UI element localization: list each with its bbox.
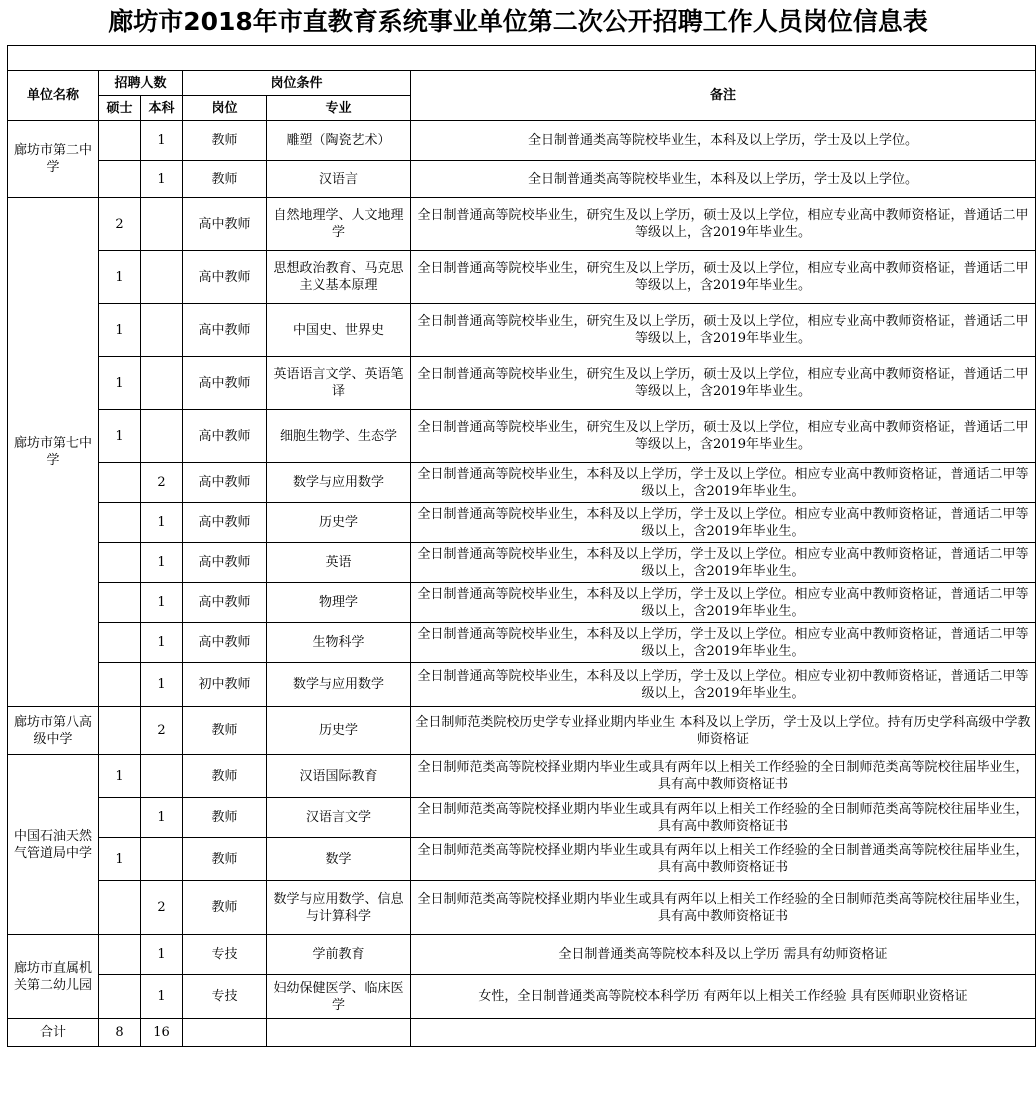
spacer-cell [8, 46, 1036, 71]
remarks-cell: 女性，全日制普通类高等院校本科学历 有两年以上相关工作经验 具有医师职业资格证 [411, 975, 1036, 1019]
bachelor-count-cell: 1 [141, 543, 183, 583]
post-cell: 教师 [183, 707, 267, 755]
remarks-cell: 全日制普通类高等院校毕业生，本科及以上学历，学士及以上学位。 [411, 161, 1036, 198]
master-count-cell: 1 [99, 755, 141, 798]
table-row [8, 463, 1036, 503]
total-bachelor: 16 [141, 1019, 183, 1047]
post-cell: 专技 [183, 975, 267, 1019]
post-cell: 高中教师 [183, 410, 267, 463]
master-count-cell [99, 543, 141, 583]
master-count-cell: 1 [99, 838, 141, 881]
bachelor-count-cell: 1 [141, 623, 183, 663]
major-cell: 历史学 [267, 503, 411, 543]
remarks-cell: 全日制普通高等院校毕业生，本科及以上学历，学士及以上学位。相应专业高中教师资格证，普通话二甲等级以上，含2019年毕业生。 [411, 503, 1036, 543]
table-row [8, 707, 1036, 755]
master-count-cell: 1 [99, 251, 141, 304]
post-cell: 教师 [183, 881, 267, 935]
page-title: 廊坊市2018年市直教育系统事业单位第二次公开招聘工作人员岗位信息表 [108, 7, 928, 36]
post-cell: 高中教师 [183, 543, 267, 583]
table-row [8, 583, 1036, 623]
remarks-cell: 全日制普通高等院校毕业生，研究生及以上学历，硕士及以上学位，相应专业高中教师资格证，普通话二甲等级以上，含2019年毕业生。 [411, 251, 1036, 304]
total-label: 合计 [8, 1019, 99, 1047]
major-cell: 物理学 [267, 583, 411, 623]
master-count-cell [99, 161, 141, 198]
post-cell: 教师 [183, 798, 267, 838]
master-count-cell [99, 121, 141, 161]
major-cell: 汉语言 [267, 161, 411, 198]
bachelor-count-cell: 1 [141, 975, 183, 1019]
master-count-cell: 1 [99, 304, 141, 357]
unit-name-cell: 廊坊市第二中学 [8, 121, 99, 198]
table-row [8, 663, 1036, 707]
bachelor-count-cell [141, 755, 183, 798]
bachelor-count-cell: 1 [141, 161, 183, 198]
master-count-cell [99, 463, 141, 503]
remarks-cell: 全日制普通类高等院校本科及以上学历 需具有幼师资格证 [411, 935, 1036, 975]
post-cell: 教师 [183, 838, 267, 881]
post-cell: 高中教师 [183, 503, 267, 543]
header-unit: 单位名称 [8, 71, 99, 121]
major-cell: 数学与应用数学、信息与计算科学 [267, 881, 411, 935]
major-cell: 思想政治教育、马克思主义基本原理 [267, 251, 411, 304]
major-cell: 数学与应用数学 [267, 663, 411, 707]
table-row [8, 543, 1036, 583]
post-cell: 高中教师 [183, 583, 267, 623]
master-count-cell [99, 707, 141, 755]
bachelor-count-cell: 1 [141, 503, 183, 543]
major-cell: 自然地理学、人文地理学 [267, 198, 411, 251]
header-bachelor: 本科 [141, 96, 183, 121]
total-post-empty [183, 1019, 267, 1047]
total-row [8, 1019, 1036, 1047]
major-cell: 雕塑（陶瓷艺术） [267, 121, 411, 161]
table-row [8, 503, 1036, 543]
post-cell: 高中教师 [183, 463, 267, 503]
spacer-row [8, 46, 1036, 71]
table-row [8, 838, 1036, 881]
master-count-cell [99, 623, 141, 663]
table-row [8, 935, 1036, 975]
post-cell: 教师 [183, 161, 267, 198]
table-row [8, 357, 1036, 410]
remarks-cell: 全日制普通高等院校毕业生，研究生及以上学历，硕士及以上学位，相应专业高中教师资格证，普通话二甲等级以上，含2019年毕业生。 [411, 357, 1036, 410]
table-body [8, 46, 1036, 1047]
post-cell: 初中教师 [183, 663, 267, 707]
bachelor-count-cell [141, 251, 183, 304]
table-row [8, 410, 1036, 463]
table-row [8, 881, 1036, 935]
master-count-cell: 1 [99, 357, 141, 410]
major-cell: 中国史、世界史 [267, 304, 411, 357]
total-major-empty [267, 1019, 411, 1047]
header-master: 硕士 [99, 96, 141, 121]
post-cell: 教师 [183, 755, 267, 798]
bachelor-count-cell [141, 410, 183, 463]
bachelor-count-cell: 1 [141, 798, 183, 838]
master-count-cell: 1 [99, 410, 141, 463]
bachelor-count-cell: 1 [141, 583, 183, 623]
header-conditions: 岗位条件 [183, 71, 411, 96]
table-row [8, 755, 1036, 798]
remarks-cell: 全日制师范类院校历史学专业择业期内毕业生 本科及以上学历，学士及以上学位。持有历史学科高级中学教师资格证 [411, 707, 1036, 755]
master-count-cell [99, 583, 141, 623]
post-cell: 高中教师 [183, 623, 267, 663]
remarks-cell: 全日制普通高等院校毕业生，本科及以上学历，学士及以上学位。相应专业高中教师资格证，普通话二甲等级以上，含2019年毕业生。 [411, 623, 1036, 663]
table-row [8, 623, 1036, 663]
major-cell: 汉语国际教育 [267, 755, 411, 798]
remarks-cell: 全日制师范类高等院校择业期内毕业生或具有两年以上相关工作经验的全日制普通类高等院校往届毕业生，具有高中教师资格证书 [411, 838, 1036, 881]
table-row [8, 304, 1036, 357]
header-recruit-count: 招聘人数 [99, 71, 183, 96]
post-cell: 高中教师 [183, 198, 267, 251]
table-row [8, 121, 1036, 161]
bachelor-count-cell: 2 [141, 707, 183, 755]
master-count-cell: 2 [99, 198, 141, 251]
remarks-cell: 全日制普通高等院校毕业生，研究生及以上学历，硕士及以上学位，相应专业高中教师资格证，普通话二甲等级以上，含2019年毕业生。 [411, 304, 1036, 357]
major-cell: 细胞生物学、生态学 [267, 410, 411, 463]
major-cell: 历史学 [267, 707, 411, 755]
major-cell: 学前教育 [267, 935, 411, 975]
major-cell: 数学与应用数学 [267, 463, 411, 503]
remarks-cell: 全日制普通高等院校毕业生，本科及以上学历，学士及以上学位。相应专业高中教师资格证，普通话二甲等级以上，含2019年毕业生。 [411, 583, 1036, 623]
remarks-cell: 全日制普通高等院校毕业生，本科及以上学历，学士及以上学位。相应专业初中教师资格证，普通话二甲等级以上，含2019年毕业生。 [411, 663, 1036, 707]
remarks-cell: 全日制普通高等院校毕业生，研究生及以上学历，硕士及以上学位，相应专业高中教师资格证，普通话二甲等级以上，含2019年毕业生。 [411, 410, 1036, 463]
bachelor-count-cell [141, 304, 183, 357]
bachelor-count-cell: 1 [141, 663, 183, 707]
major-cell: 英语语言文学、英语笔译 [267, 357, 411, 410]
unit-name-cell: 廊坊市直属机关第二幼儿园 [8, 935, 99, 1019]
master-count-cell [99, 881, 141, 935]
total-master: 8 [99, 1019, 141, 1047]
bachelor-count-cell [141, 198, 183, 251]
remarks-cell: 全日制师范类高等院校择业期内毕业生或具有两年以上相关工作经验的全日制师范类高等院校往届毕业生，具有高中教师资格证书 [411, 881, 1036, 935]
bachelor-count-cell: 2 [141, 881, 183, 935]
unit-name-cell: 廊坊市第八高级中学 [8, 707, 99, 755]
master-count-cell [99, 975, 141, 1019]
remarks-cell: 全日制师范类高等院校择业期内毕业生或具有两年以上相关工作经验的全日制师范类高等院校往届毕业生，具有高中教师资格证书 [411, 798, 1036, 838]
header-major: 专业 [267, 96, 411, 121]
remarks-cell: 全日制师范类高等院校择业期内毕业生或具有两年以上相关工作经验的全日制师范类高等院校往届毕业生，具有高中教师资格证书 [411, 755, 1036, 798]
remarks-cell: 全日制普通高等院校毕业生，研究生及以上学历，硕士及以上学位，相应专业高中教师资格证，普通话二甲等级以上，含2019年毕业生。 [411, 198, 1036, 251]
bachelor-count-cell: 2 [141, 463, 183, 503]
major-cell: 生物科学 [267, 623, 411, 663]
bachelor-count-cell: 1 [141, 935, 183, 975]
table-row [8, 798, 1036, 838]
post-cell: 专技 [183, 935, 267, 975]
table-row [8, 161, 1036, 198]
table-row [8, 198, 1036, 251]
master-count-cell [99, 798, 141, 838]
remarks-cell: 全日制普通类高等院校毕业生，本科及以上学历，学士及以上学位。 [411, 121, 1036, 161]
table-row [8, 251, 1036, 304]
total-remarks-empty [411, 1019, 1036, 1047]
remarks-cell: 全日制普通高等院校毕业生，本科及以上学历，学士及以上学位。相应专业高中教师资格证，普通话二甲等级以上，含2019年毕业生。 [411, 463, 1036, 503]
post-cell: 高中教师 [183, 251, 267, 304]
master-count-cell [99, 503, 141, 543]
header-row-1 [8, 71, 1036, 96]
post-cell: 教师 [183, 121, 267, 161]
master-count-cell [99, 935, 141, 975]
bachelor-count-cell [141, 838, 183, 881]
major-cell: 汉语言文学 [267, 798, 411, 838]
major-cell: 数学 [267, 838, 411, 881]
unit-name-cell: 中国石油天然气管道局中学 [8, 755, 99, 935]
master-count-cell [99, 663, 141, 707]
recruitment-table [7, 45, 1036, 1047]
bachelor-count-cell: 1 [141, 121, 183, 161]
header-remarks: 备注 [411, 71, 1036, 121]
header-post: 岗位 [183, 96, 267, 121]
table-row [8, 975, 1036, 1019]
post-cell: 高中教师 [183, 357, 267, 410]
post-cell: 高中教师 [183, 304, 267, 357]
bachelor-count-cell [141, 357, 183, 410]
unit-name-cell: 廊坊市第七中学 [8, 198, 99, 707]
remarks-cell: 全日制普通高等院校毕业生，本科及以上学历，学士及以上学位。相应专业高中教师资格证，普通话二甲等级以上，含2019年毕业生。 [411, 543, 1036, 583]
major-cell: 妇幼保健医学、临床医学 [267, 975, 411, 1019]
major-cell: 英语 [267, 543, 411, 583]
